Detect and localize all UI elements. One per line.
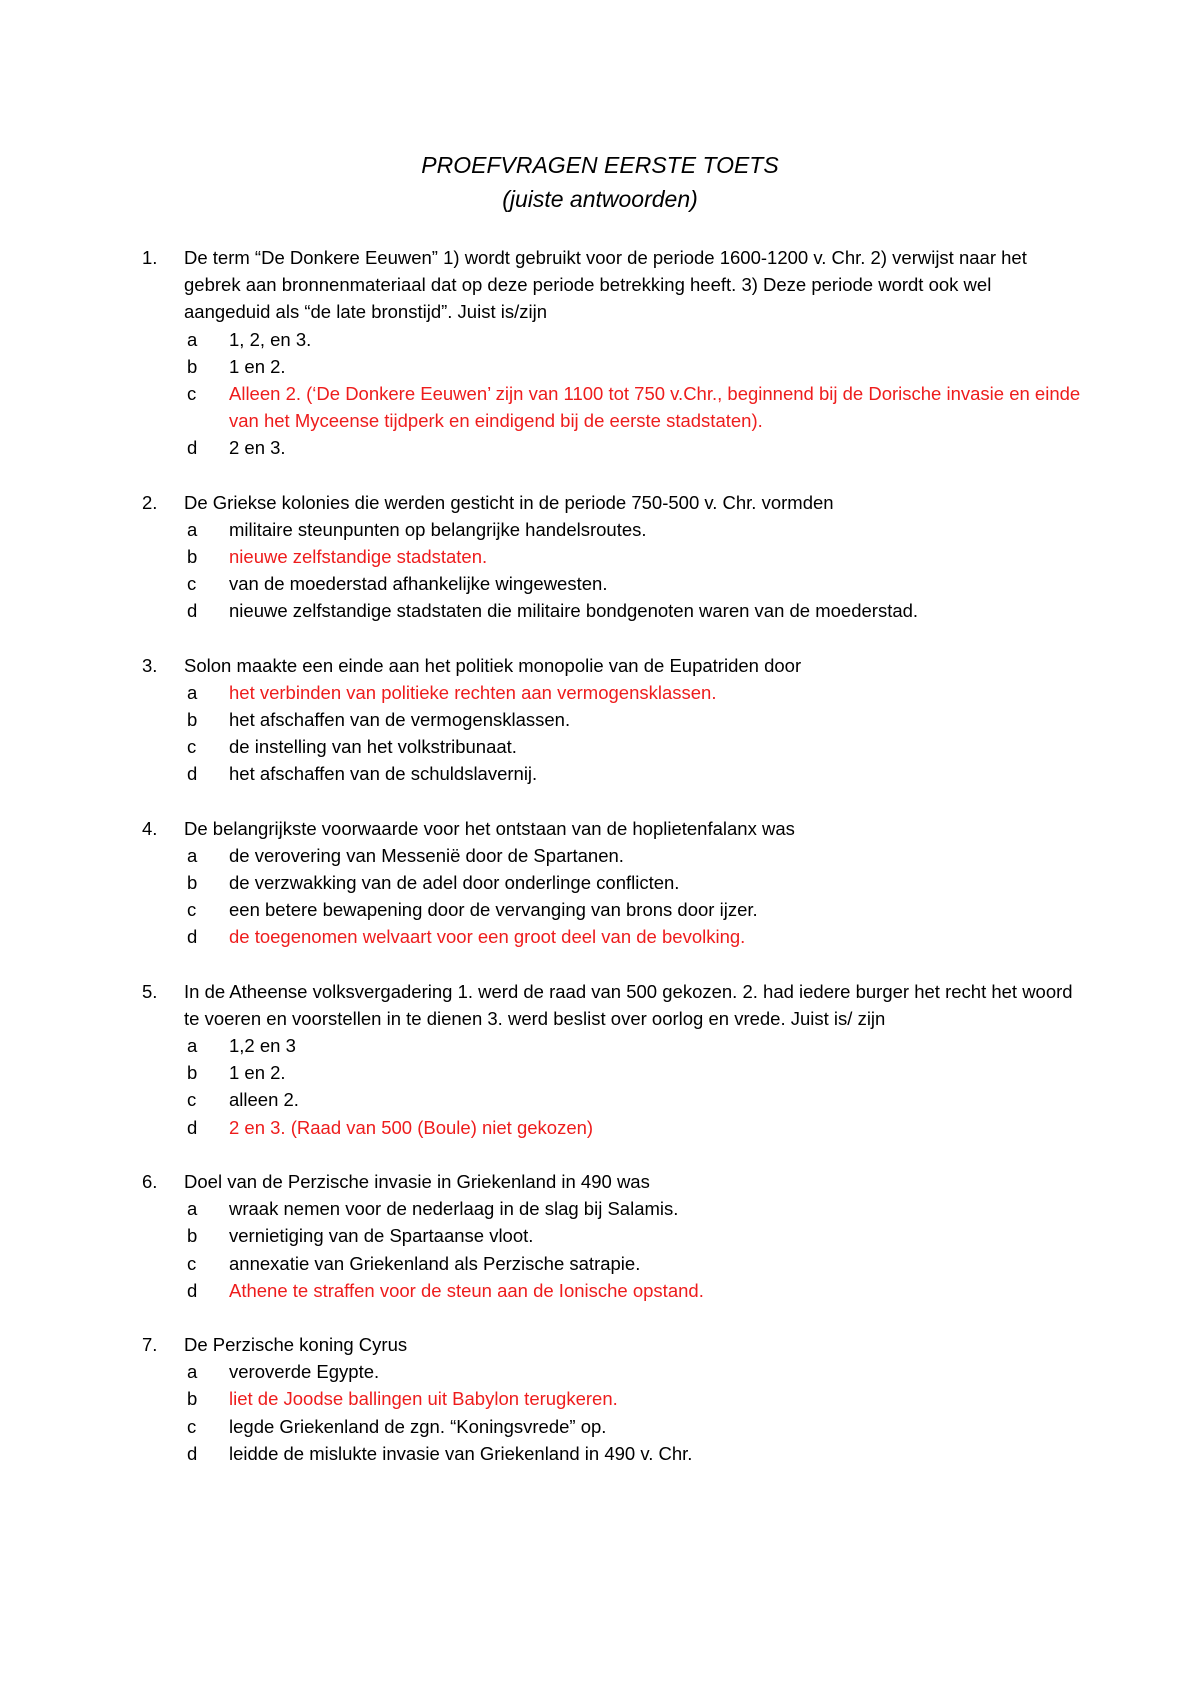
option-text: annexatie van Griekenland als Perzische satrapie.: [229, 1252, 641, 1274]
option-letter: c: [187, 383, 197, 405]
answer-option: [142, 896, 1082, 923]
question-stem: [142, 244, 1082, 326]
question-stem: [142, 815, 1082, 842]
option-letter: b: [187, 1062, 198, 1084]
answer-option: [142, 760, 1082, 787]
answer-option-correct: [142, 543, 1082, 570]
question-text: De belangrijkste voorwaarde voor het ontstaan van de hoplietenfalanx was: [184, 817, 795, 839]
answer-option: [142, 1195, 1082, 1222]
option-text: Alleen 2. (‘De Donkere Eeuwen’ zijn van 1100 tot 750 v.Chr., beginnend bij de Dorische invasie en einde van het Myceense tijdperk en eindigend bij de eerste stadstaten).: [229, 383, 1081, 432]
answer-option-correct: [142, 380, 1082, 434]
question-number: 6.: [142, 1170, 158, 1192]
option-letter: b: [187, 1225, 198, 1247]
question-4: [142, 815, 1082, 951]
option-text: vernietiging van de Spartaanse vloot.: [229, 1225, 534, 1247]
answer-option: [142, 1059, 1082, 1086]
question-stem: [142, 1168, 1082, 1195]
option-letter: d: [187, 437, 198, 459]
option-letter: b: [187, 872, 198, 894]
option-letter: c: [187, 1089, 197, 1111]
question-stem: [142, 489, 1082, 516]
question-stem: [142, 1331, 1082, 1358]
option-letter: c: [187, 899, 197, 921]
answer-option: [142, 1086, 1082, 1113]
answer-option: [142, 1413, 1082, 1440]
answer-option: [142, 434, 1082, 461]
answer-option: [142, 842, 1082, 869]
option-text: 2 en 3. (Raad van 500 (Boule) niet gekozen): [229, 1116, 594, 1138]
answer-option: [142, 326, 1082, 353]
question-1: [142, 244, 1082, 462]
option-letter: b: [187, 709, 198, 731]
answer-option: [142, 1358, 1082, 1385]
question-number: 5.: [142, 980, 158, 1002]
question-number: 4.: [142, 817, 158, 839]
question-text: Solon maakte een einde aan het politiek monopolie van de Eupatriden door: [184, 654, 802, 676]
answer-option-correct: [142, 1385, 1082, 1412]
option-letter: c: [187, 1252, 197, 1274]
question-list: [142, 244, 1082, 1494]
answer-option: [142, 706, 1082, 733]
question-2: [142, 489, 1082, 625]
answer-option-correct: [142, 1114, 1082, 1141]
option-letter: b: [187, 546, 198, 568]
question-7: [142, 1331, 1082, 1467]
title-block: [0, 148, 1200, 216]
option-letter: a: [187, 844, 198, 866]
option-text: 1 en 2.: [229, 1062, 286, 1084]
option-text: het afschaffen van de schuldslavernij.: [229, 763, 538, 785]
answer-option: [142, 516, 1082, 543]
option-letter: d: [187, 763, 198, 785]
option-text: een betere bewapening door de vervanging van brons door ijzer.: [229, 899, 758, 921]
answer-option: [142, 597, 1082, 624]
option-letter: a: [187, 1361, 198, 1383]
question-text: Doel van de Perzische invasie in Griekenland in 490 was: [184, 1170, 650, 1192]
option-text: van de moederstad afhankelijke wingewesten.: [229, 573, 608, 595]
option-text: de verzwakking van de adel door onderlinge conflicten.: [229, 872, 680, 894]
option-text: veroverde Egypte.: [229, 1361, 380, 1383]
option-text: alleen 2.: [229, 1089, 299, 1111]
answer-option: [142, 869, 1082, 896]
option-text: Athene te straffen voor de steun aan de Ionische opstand.: [229, 1279, 704, 1301]
option-text: 1,2 en 3: [229, 1035, 296, 1057]
question-stem: [142, 978, 1082, 1032]
option-letter: a: [187, 1198, 198, 1220]
question-3: [142, 652, 1082, 788]
question-text: De Griekse kolonies die werden gesticht in de periode 750-500 v. Chr. vormden: [184, 491, 834, 513]
option-text: militaire steunpunten op belangrijke handelsroutes.: [229, 518, 647, 540]
answer-option-correct: [142, 923, 1082, 950]
option-letter: b: [187, 1388, 198, 1410]
option-letter: a: [187, 1035, 198, 1057]
option-text: de toegenomen welvaart voor een groot deel van de bevolking.: [229, 926, 746, 948]
question-number: 1.: [142, 247, 158, 268]
question-6: [142, 1168, 1082, 1304]
option-letter: d: [187, 926, 198, 948]
question-5: [142, 978, 1082, 1141]
question-text: De Perzische koning Cyrus: [184, 1333, 408, 1355]
option-letter: a: [187, 681, 198, 703]
option-text: de instelling van het volkstribunaat.: [229, 736, 517, 758]
option-letter: a: [187, 518, 198, 540]
option-text: het afschaffen van de vermogensklassen.: [229, 709, 571, 731]
option-letter: d: [187, 600, 198, 622]
question-text: De term “De Donkere Eeuwen” 1) wordt gebruikt voor de periode 1600-1200 v. Chr. 2) verwijst naar het gebrek aan bronnenmateriaal dat op deze periode betrekking heeft. 3) Deze periode wordt ook wel aangeduid als “de late bronstijd”. Juist is/zijn: [184, 247, 1027, 323]
option-letter: d: [187, 1116, 198, 1138]
option-text: legde Griekenland de zgn. “Koningsvrede” op.: [229, 1415, 607, 1437]
option-letter: c: [187, 736, 197, 758]
question-number: 2.: [142, 491, 158, 513]
option-text: nieuwe zelfstandige stadstaten.: [229, 546, 488, 568]
option-letter: d: [187, 1279, 198, 1301]
answer-option-correct: [142, 679, 1082, 706]
answer-option-correct: [142, 1277, 1082, 1304]
question-number: 3.: [142, 654, 158, 676]
page-title: PROEFVRAGEN EERSTE TOETS: [421, 152, 779, 178]
option-text: het verbinden van politieke rechten aan vermogensklassen.: [229, 681, 717, 703]
answer-option: [142, 1032, 1082, 1059]
answer-option: [142, 353, 1082, 380]
option-letter: a: [187, 328, 198, 350]
answer-option: [142, 570, 1082, 597]
question-text: In de Atheense volksvergadering 1. werd de raad van 500 gekozen. 2. had iedere burger het recht het woord te voeren en voorstellen in te dienen 3. werd beslist over oorlog en vrede. Juist is/ zijn: [184, 980, 1073, 1029]
option-text: nieuwe zelfstandige stadstaten die militaire bondgenoten waren van de moederstad.: [229, 600, 919, 622]
question-number: 7.: [142, 1333, 158, 1355]
option-text: leidde de mislukte invasie van Griekenland in 490 v. Chr.: [229, 1442, 693, 1464]
page-subtitle: (juiste antwoorden): [502, 186, 698, 212]
answer-option: [142, 1222, 1082, 1249]
option-text: de verovering van Messenië door de Spartanen.: [229, 844, 624, 866]
option-letter: c: [187, 1415, 197, 1437]
option-letter: c: [187, 573, 197, 595]
answer-option: [142, 733, 1082, 760]
answer-option: [142, 1250, 1082, 1277]
answer-option: [142, 1440, 1082, 1467]
option-text: wraak nemen voor de nederlaag in de slag bij Salamis.: [229, 1198, 679, 1220]
option-text: 2 en 3.: [229, 437, 286, 459]
option-letter: d: [187, 1442, 198, 1464]
option-text: liet de Joodse ballingen uit Babylon terugkeren.: [229, 1388, 618, 1410]
question-stem: [142, 652, 1082, 679]
option-text: 1 en 2.: [229, 355, 286, 377]
option-letter: b: [187, 355, 198, 377]
option-text: 1, 2, en 3.: [229, 328, 312, 350]
